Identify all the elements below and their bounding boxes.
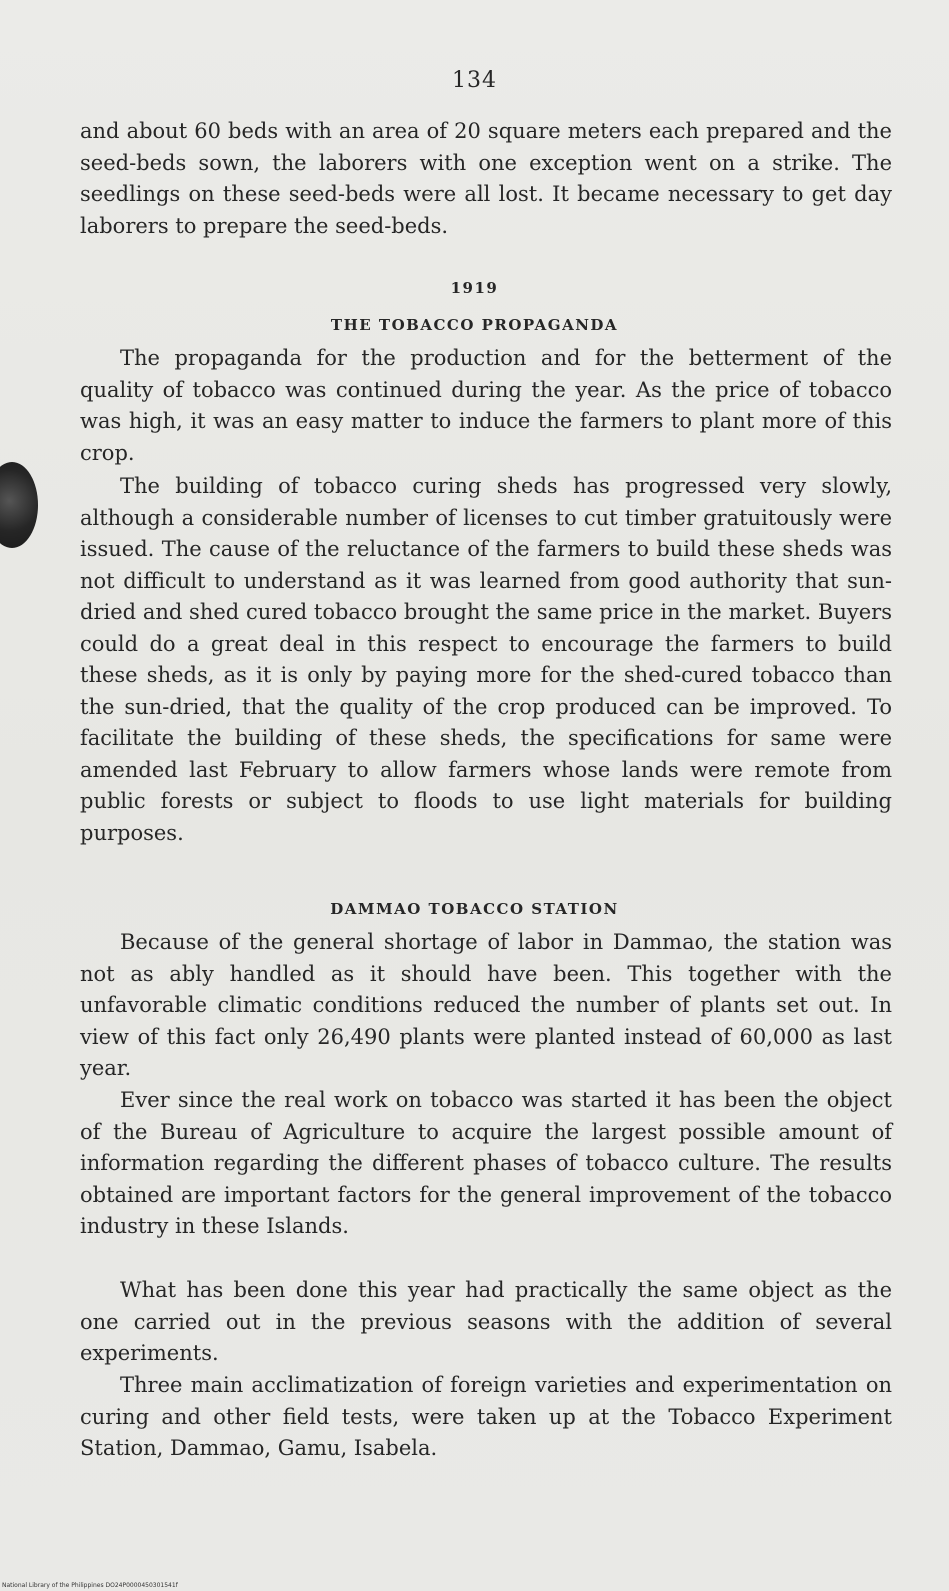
paragraph-this-year: What has been done this year had practically the same object as the one carried out in the previous seasons with the addition of several experiments.: [80, 1278, 892, 1365]
section-heading-tobacco-propaganda: THE TOBACCO PROPAGANDA: [330, 316, 619, 334]
paragraph-experiments: Three main acclimatization of foreign varieties and experimentation on curing and other field tests, were taken up at the Tobacco Experiment Station, Dammao, Gamu, Isabela.: [80, 1373, 892, 1460]
page-number: 134: [452, 68, 497, 93]
paragraph-curing-sheds: The building of tobacco curing sheds has progressed very slowly, although a considerable number of licenses to cut timber gratuitously were issued. The cause of the reluctance of the farmers to build these sheds was not difficult to understand as it was learned from good authority that sun-dried and shed cured tobacco brought the same price in the market. Buyers could do a great deal in this respect to encourage the farmers to build these sheds, as it is only by paying more for the shed-cured tobacco than the sun-dried, that the quality of the crop produced can be improved. To facilitate the building of these sheds, the specifications for same were amended last February to allow farmers whose lands were remote from public forests or subject to floods to use light materials for building purposes.: [80, 474, 892, 845]
paragraph-labor-shortage: Because of the general shortage of labor in Dammao, the station was not as ably handled as it should have been. This together with the unfavorable climatic conditions reduced the number of plants set out. In view of this fact only 26,490 plants were planted instead of 60,000 as last year.: [80, 930, 892, 1080]
year-heading: 1919: [450, 279, 499, 297]
paragraph-bureau-object: Ever since the real work on tobacco was started it has been the object of the Bureau of Agriculture to acquire the largest possible amount of information regarding the different phases of tobacco culture. The results obtained are important factors for the general improvement of the tobacco industry in these Islands.: [80, 1088, 892, 1238]
section-heading-dammao-station: DAMMAO TOBACCO STATION: [330, 900, 619, 918]
footer-credit: National Library of the Philippines DO24P0000450301541f: [2, 1582, 178, 1589]
ink-blot: [0, 462, 38, 548]
continuation-paragraph: and about 60 beds with an area of 20 square meters each prepared and the seed-beds sown, the laborers with one exception went on a strike. The seedlings on these seed-beds were all lost. It became necessary to get day laborers to prepare the seed-beds.: [80, 119, 892, 238]
paragraph-propaganda: The propaganda for the production and for the betterment of the quality of tobacco was continued during the year. As the price of tobacco was high, it was an easy matter to induce the farmers to plant more of this crop.: [80, 346, 892, 465]
